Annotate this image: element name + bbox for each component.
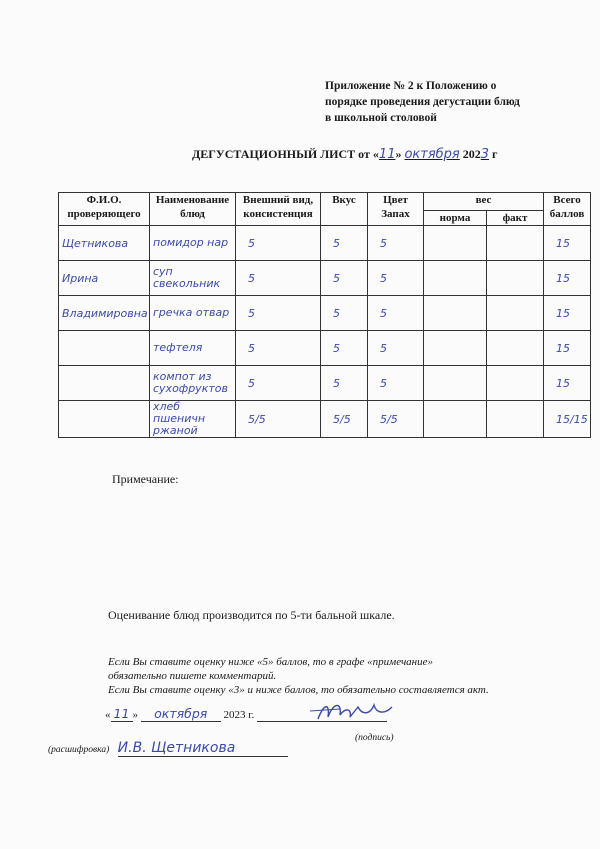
- cell-color-smell: 5: [368, 366, 424, 401]
- appendix-line-1: Приложение № 2 к Положению о: [325, 80, 497, 92]
- table-row: [59, 226, 591, 261]
- cell-fio: Ирина: [59, 261, 150, 296]
- document-title: [192, 147, 498, 162]
- scale-text: Оценивание блюд производится по 5-ти бальной шкале.: [108, 608, 395, 622]
- cell-dish: гречка отвар: [150, 296, 236, 331]
- date-day: 11: [111, 706, 133, 722]
- cell-norm: [424, 296, 487, 331]
- cell-color-smell: 5: [368, 226, 424, 261]
- cell-taste: 5: [321, 226, 368, 261]
- date-month: октября: [141, 706, 221, 722]
- header-dish: Наименование блюд: [150, 193, 236, 226]
- cell-appearance: 5: [236, 296, 321, 331]
- header-weight: вес: [424, 193, 544, 211]
- tasting-table: [58, 192, 591, 438]
- title-mid: »: [395, 147, 402, 161]
- decode-line: [48, 740, 288, 757]
- cell-fact: [487, 226, 544, 261]
- cell-fio: Щетникова: [59, 226, 150, 261]
- cell-total: 15: [544, 331, 591, 366]
- header-total: Всего баллов: [544, 193, 591, 226]
- table-row: [59, 331, 591, 366]
- table-row: [59, 296, 591, 331]
- cell-appearance: 5: [236, 366, 321, 401]
- appendix-header: [325, 78, 540, 126]
- title-year-prefix: 202: [462, 147, 481, 161]
- header-color-smell: Цвет Запах: [368, 193, 424, 226]
- instruction-line-2: обязательно пишете комментарий.: [108, 670, 277, 682]
- decode-label: (расшифровка): [48, 745, 110, 755]
- cell-dish: тефтеля: [150, 331, 236, 366]
- cell-color-smell: 5: [368, 331, 424, 366]
- header-appearance: Внешний вид, консистенция: [236, 193, 321, 226]
- cell-dish: компот из сухофруктов: [150, 366, 236, 401]
- cell-total: 15/15: [544, 401, 591, 438]
- cell-fio: [59, 366, 150, 401]
- cell-taste: 5: [321, 331, 368, 366]
- cell-dish: помидор нар: [150, 226, 236, 261]
- cell-fio: [59, 401, 150, 438]
- cell-norm: [424, 331, 487, 366]
- cell-appearance: 5: [236, 261, 321, 296]
- title-suffix: г: [492, 147, 498, 161]
- cell-color-smell: 5: [368, 261, 424, 296]
- decode-value: И.В. Щетникова: [118, 740, 288, 757]
- cell-norm: [424, 226, 487, 261]
- date-line: « 11 » октября 2023 г.: [105, 706, 387, 722]
- cell-norm: [424, 366, 487, 401]
- title-year-digit: 3: [480, 147, 490, 162]
- table-row: [59, 401, 591, 438]
- cell-fact: [487, 296, 544, 331]
- title-day: 11: [378, 147, 396, 162]
- cell-dish: суп свекольник: [150, 261, 236, 296]
- cell-total: 15: [544, 226, 591, 261]
- date-year: 2023: [223, 709, 246, 721]
- note-label: Примечание:: [112, 472, 179, 486]
- cell-total: 15: [544, 296, 591, 331]
- cell-total: 15: [544, 366, 591, 401]
- signature-caption: (подпись): [355, 733, 394, 743]
- cell-dish: хлеб пшеничн ржаной: [150, 401, 236, 438]
- appendix-line-3: в школьной столовой: [325, 112, 437, 124]
- header-fact: факт: [487, 211, 544, 226]
- cell-fio: [59, 331, 150, 366]
- instructions: [108, 655, 489, 697]
- cell-fact: [487, 331, 544, 366]
- cell-norm: [424, 401, 487, 438]
- title-prefix: ДЕГУСТАЦИОННЫЙ ЛИСТ от «: [192, 147, 379, 161]
- table-row: [59, 261, 591, 296]
- cell-taste: 5: [321, 366, 368, 401]
- cell-color-smell: 5: [368, 296, 424, 331]
- cell-fact: [487, 401, 544, 438]
- title-month: октября: [404, 147, 460, 162]
- cell-taste: 5: [321, 296, 368, 331]
- instruction-line-1: Если Вы ставите оценку ниже «5» баллов, то в графе «примечание»: [108, 656, 434, 668]
- cell-fact: [487, 366, 544, 401]
- cell-total: 15: [544, 261, 591, 296]
- header-norm: норма: [424, 211, 487, 226]
- table-row: [59, 366, 591, 401]
- cell-norm: [424, 261, 487, 296]
- cell-fact: [487, 261, 544, 296]
- header-taste: Вкус: [321, 193, 368, 226]
- cell-taste: 5/5: [321, 401, 368, 438]
- cell-taste: 5: [321, 261, 368, 296]
- cell-appearance: 5/5: [236, 401, 321, 438]
- signature-mark: [300, 697, 420, 727]
- instruction-line-3: Если Вы ставите оценку «3» и ниже баллов, то обязательно составляется акт.: [108, 684, 489, 696]
- header-fio: Ф.И.О. проверяющего: [59, 193, 150, 226]
- cell-appearance: 5: [236, 331, 321, 366]
- cell-appearance: 5: [236, 226, 321, 261]
- cell-fio: Владимировна: [59, 296, 150, 331]
- appendix-line-2: порядке проведения дегустации блюд: [325, 96, 520, 108]
- cell-color-smell: 5/5: [368, 401, 424, 438]
